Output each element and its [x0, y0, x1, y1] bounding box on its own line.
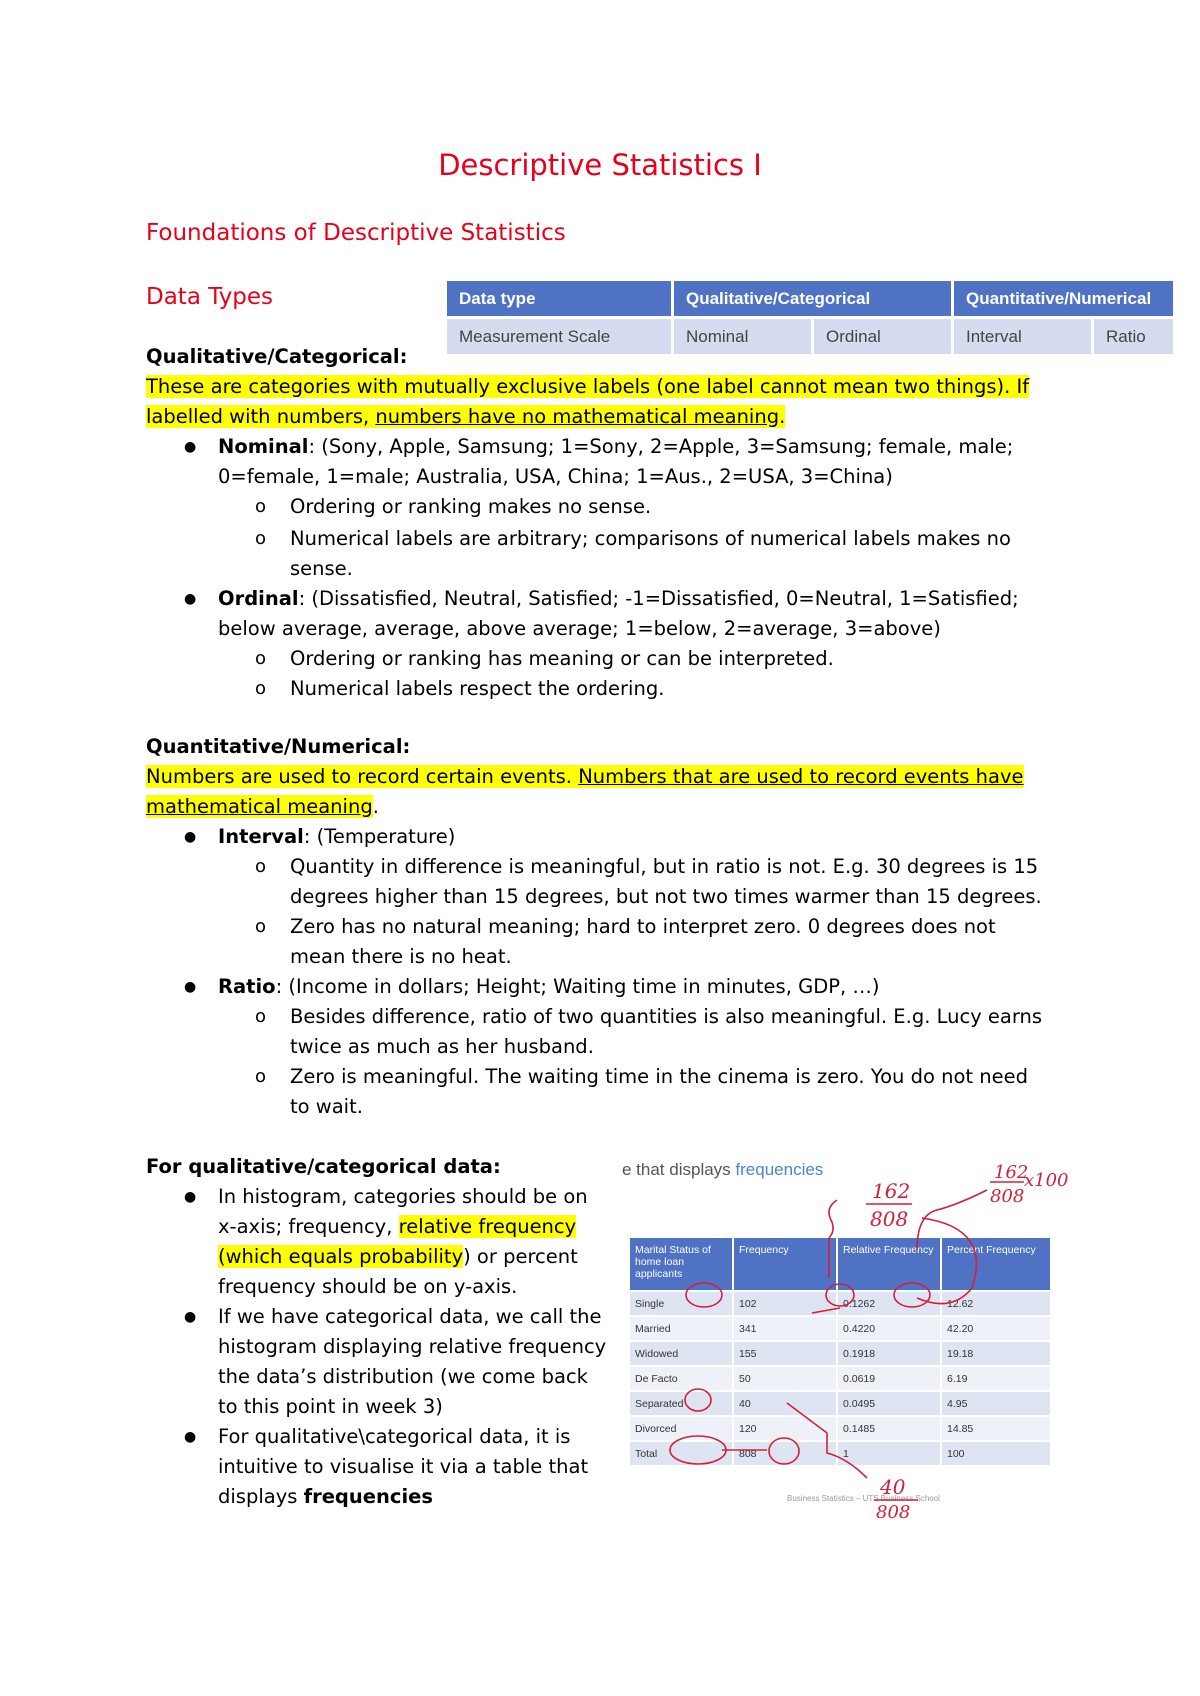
table-cell: 0.1918 [838, 1342, 940, 1365]
table-row [447, 319, 1173, 354]
annotation-fraction-denominator: 808 [876, 1502, 911, 1523]
annotation-arrow [917, 1218, 976, 1304]
interval-point: Zero has no natural meaning; hard to interpret zero. 0 degrees does not [290, 915, 996, 938]
quantitative-definition-end: . [372, 795, 379, 818]
table-cell: 102 [734, 1292, 836, 1315]
frequency-table-point-cont: displays [218, 1485, 304, 1508]
ratio-examples: : (Income in dollars; Height; Waiting time in minutes, GDP, …) [275, 975, 880, 998]
data-type-table [444, 278, 1176, 357]
table-cell: 42.20 [942, 1317, 1050, 1340]
table-cell: 155 [734, 1342, 836, 1365]
slide-footer: Business Statistics – UTS Business School [787, 1494, 940, 1503]
ordinal-examples-cont: below average, average, above average; 1=below, 2=average, 3=above) [218, 617, 941, 640]
annotation-fraction-denominator: 808 [870, 1207, 909, 1231]
annotation-circle [686, 1283, 722, 1307]
bullet-icon: ● [184, 439, 197, 455]
table-cell: Ordinal [814, 319, 951, 354]
bullet-icon: ● [184, 1429, 197, 1445]
qualitative-heading: Qualitative/Categorical: [146, 345, 408, 368]
nominal-point: Ordering or ranking makes no sense. [290, 495, 652, 518]
table-cell: Divorced [630, 1417, 732, 1440]
quantitative-key-phrase-cont: mathematical meaning [146, 795, 373, 818]
annotation-circle [685, 1389, 711, 1411]
ratio-point-cont: to wait. [290, 1095, 363, 1118]
distribution-point-cont: to this point in week 3) [218, 1395, 443, 1418]
circle-bullet-icon: o [255, 856, 267, 877]
nominal-label: Nominal [218, 435, 309, 458]
document-title: Descriptive Statistics I [438, 148, 762, 182]
table-cell: Interval [954, 319, 1091, 354]
table-cell: 6.19 [942, 1367, 1050, 1390]
ratio-point: Zero is meaningful. The waiting time in the cinema is zero. You do not need [290, 1065, 1028, 1088]
annotation-fraction-denominator: 808 [990, 1186, 1025, 1207]
ordinal-examples: : (Dissatisfied, Neutral, Satisfied; -1=Dissatisfied, 0=Neutral, 1=Satisfied; [298, 587, 1019, 610]
circle-bullet-icon: o [255, 916, 267, 937]
frequency-header-cell: Marital Status of home loan applicants [630, 1238, 732, 1290]
probability-highlight: (which equals probability [218, 1245, 464, 1268]
annotation-arrow [917, 1190, 987, 1250]
table-cell: Widowed [630, 1342, 732, 1365]
frequency-header-cell: Frequency [734, 1238, 836, 1290]
histogram-point-cont: frequency should be on y-axis. [218, 1275, 518, 1298]
distribution-point: If we have categorical data, we call the [218, 1305, 602, 1328]
table-cell: 19.18 [942, 1342, 1050, 1365]
relative-frequency-highlight: relative frequency [398, 1215, 577, 1238]
table-header-cell: Qualitative/Categorical [674, 281, 951, 316]
bullet-icon: ● [184, 829, 197, 845]
ordinal-point: Numerical labels respect the ordering. [290, 677, 665, 700]
annotation-fraction-numerator: 162 [994, 1162, 1029, 1183]
nominal-point-cont: sense. [290, 557, 353, 580]
table-cell: De Facto [630, 1367, 732, 1390]
table-cell: Nominal [674, 319, 811, 354]
interval-point-cont: degrees higher than 15 degrees, but not two times warmer than 15 degrees. [290, 885, 1042, 908]
distribution-point-cont: the data’s distribution (we come back [218, 1365, 588, 1388]
ordinal-label: Ordinal [218, 587, 299, 610]
annotation-multiplier: x100 [1024, 1170, 1069, 1191]
interval-point-cont: mean there is no heat. [290, 945, 512, 968]
qualitative-definition: These are categories with mutually exclusive labels (one label cannot mean two things). If [146, 375, 1030, 398]
table-cell: Ratio [1094, 319, 1173, 354]
quantitative-key-phrase: Numbers that are used to record events have [578, 765, 1024, 788]
annotation-arrow [829, 1200, 837, 1278]
interval-examples: : (Temperature) [303, 825, 456, 848]
frequencies-bold: frequencies [303, 1485, 433, 1508]
circle-bullet-icon: o [255, 1006, 267, 1027]
distribution-point-cont: histogram displaying relative frequency [218, 1335, 607, 1358]
table-cell: Measurement Scale [447, 319, 671, 354]
annotation-fraction-numerator: 40 [880, 1475, 906, 1499]
nominal-examples: : (Sony, Apple, Samsung; 1=Sony, 2=Apple, 3=Samsung; female, male; [308, 435, 1014, 458]
table-cell: 12.62 [942, 1292, 1050, 1315]
table-cell: 808 [734, 1442, 836, 1465]
bullet-icon: ● [184, 979, 197, 995]
annotation-stroke [812, 1308, 840, 1313]
histogram-point: In histogram, categories should be on [218, 1185, 588, 1208]
circle-bullet-icon: o [255, 528, 267, 549]
table-cell: 50 [734, 1367, 836, 1390]
table-cell: Married [630, 1317, 732, 1340]
bullet-icon: ● [184, 1189, 197, 1205]
section-heading: Foundations of Descriptive Statistics [146, 220, 566, 246]
annotation-circle [670, 1436, 726, 1464]
ordinal-point: Ordering or ranking has meaning or can be interpreted. [290, 647, 834, 670]
table-cell: 1 [838, 1442, 940, 1465]
qualitative-definition-end: . [779, 405, 786, 428]
table-cell: 100 [942, 1442, 1050, 1465]
annotation-arrow [787, 1403, 867, 1478]
frequency-table-point: For qualitative\categorical data, it is [218, 1425, 571, 1448]
qualitative-definition-cont: labelled with numbers, [146, 405, 376, 428]
ratio-point-cont: twice as much as her husband. [290, 1035, 594, 1058]
circle-bullet-icon: o [255, 678, 267, 699]
slide-caption-text: e that displays [622, 1160, 736, 1179]
slide-caption-keyword: frequencies [735, 1160, 824, 1179]
table-cell: Separated [630, 1392, 732, 1415]
annotation-circle [894, 1283, 930, 1307]
table-cell: Single [630, 1292, 732, 1315]
categorical-heading: For qualitative/categorical data: [146, 1155, 501, 1178]
subsection-heading: Data Types [146, 284, 274, 310]
nominal-point: Numerical labels are arbitrary; comparisons of numerical labels makes no [290, 527, 1011, 550]
handwritten-annotations [622, 1158, 1069, 1523]
annotation-fraction-numerator: 162 [872, 1179, 911, 1203]
frequency-header-cell: Relative Frequency [838, 1238, 940, 1290]
frequency-header-cell: Percent Frequency [942, 1238, 1050, 1290]
bullet-icon: ● [184, 591, 197, 607]
table-cell: 0.0619 [838, 1367, 940, 1390]
table-cell: 0.1485 [838, 1417, 940, 1440]
table-cell: 4.95 [942, 1392, 1050, 1415]
circle-bullet-icon: o [255, 1066, 267, 1087]
table-cell: 120 [734, 1417, 836, 1440]
table-cell: 0.0495 [838, 1392, 940, 1415]
frequency-table-point-cont: intuitive to visualise it via a table that [218, 1455, 589, 1478]
circle-bullet-icon: o [255, 496, 267, 517]
table-header-cell: Data type [447, 281, 671, 316]
ratio-point: Besides difference, ratio of two quantities is also meaningful. E.g. Lucy earns [290, 1005, 1043, 1028]
table-cell: 14.85 [942, 1417, 1050, 1440]
interval-label: Interval [218, 825, 304, 848]
table-cell: 0.4220 [838, 1317, 940, 1340]
quantitative-heading: Quantitative/Numerical: [146, 735, 411, 758]
bullet-icon: ● [184, 1309, 197, 1325]
histogram-point-cont: x-axis; frequency, [218, 1215, 399, 1238]
histogram-point-cont: ) or percent [463, 1245, 578, 1268]
quantitative-definition: Numbers are used to record certain events. [146, 765, 579, 788]
table-cell: Total [630, 1442, 732, 1465]
annotation-circle [769, 1438, 799, 1464]
circle-bullet-icon: o [255, 648, 267, 669]
ratio-label: Ratio [218, 975, 276, 998]
nominal-examples-cont: 0=female, 1=male; Australia, USA, China; 1=Aus., 2=USA, 3=China) [218, 465, 893, 488]
table-cell: 40 [734, 1392, 836, 1415]
frequency-slide-image [622, 1158, 1069, 1523]
interval-point: Quantity in difference is meaningful, but in ratio is not. E.g. 30 degrees is 15 [290, 855, 1039, 878]
qualitative-key-phrase: numbers have no mathematical meaning [375, 405, 780, 428]
annotation-circle [826, 1284, 854, 1306]
table-cell: 341 [734, 1317, 836, 1340]
table-cell: 0.1262 [838, 1292, 940, 1315]
table-header-row [447, 281, 1173, 316]
table-header-cell: Quantitative/Numerical [954, 281, 1173, 316]
